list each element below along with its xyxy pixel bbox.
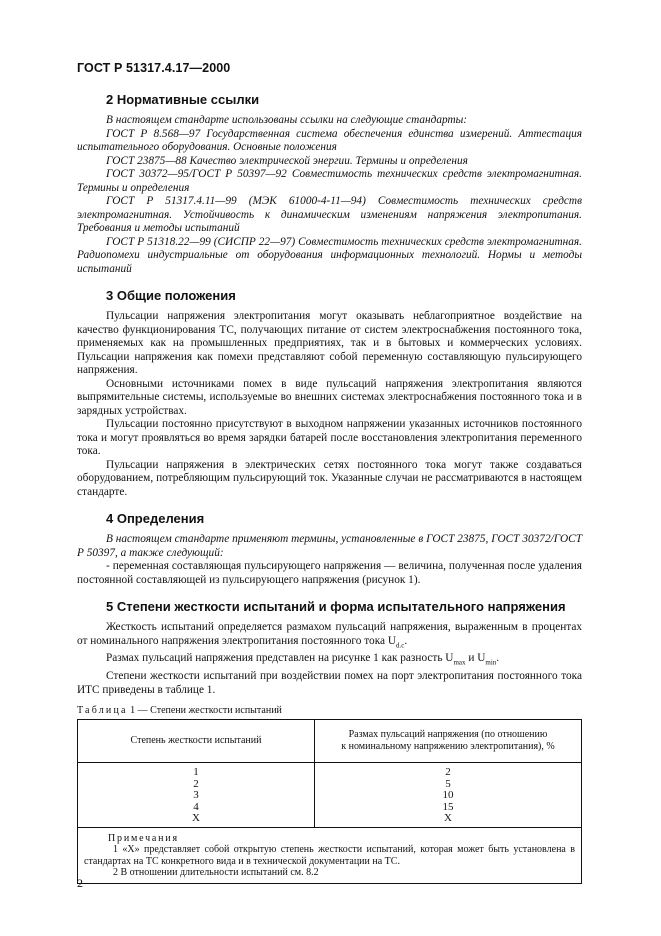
table-cell-value: 4 (193, 800, 199, 813)
table-caption-text: 1 — Степени жесткости испытаний (127, 705, 282, 716)
table-cell-value: 10 (442, 789, 454, 801)
section-2-title: 2 Нормативные ссылки (106, 92, 260, 107)
table-cell-value: X (192, 812, 200, 824)
paragraph: Пульсации напряжения электропитания могут оказывать неблагоприятное воздействие на качество функционирования ТС, получающих питание от систем электроснабжения постоянного тока, применяемых как на промышленных предприятиях, так и в бытовых и коммерческих условиях. Пульсации напряжения как помехи представляют собой переменную составляющую пульсирующего напряжения. (77, 310, 582, 376)
section-test-levels (77, 599, 582, 884)
table-cell-value: 15 (442, 800, 454, 813)
paragraph (77, 621, 582, 652)
table-data-row (78, 763, 582, 828)
text: . (404, 634, 408, 647)
section-5-title: 5 Степени жесткости испытаний и форма испытательного напряжения (106, 599, 566, 614)
column-header-line: Размах пульсаций напряжения (по отношению (348, 729, 548, 740)
section-2-intro: В настоящем стандарте использованы ссылки на следующие стандарты: (106, 114, 468, 126)
subscript: d.c (396, 640, 405, 649)
section-4-intro: В настоящем стандарте применяют термины, установленные в ГОСТ 23875, ГОСТ 30372/ГОСТ Р 50397, а также следующий: (77, 533, 582, 559)
section-general-provisions (77, 288, 582, 499)
ripple-cell (315, 763, 582, 828)
section-3-title: 3 Общие положения (106, 288, 236, 303)
subscript: max (453, 658, 466, 667)
table-cell-value: 5 (445, 777, 451, 790)
text: . (496, 652, 500, 665)
text: Размах пульсаций напряжения представлен на рисунке 1 как разность U (106, 652, 454, 665)
column-header (315, 720, 582, 763)
notes-title: Примечания (108, 832, 179, 844)
text: Жесткость испытаний определяется размахом пульсаций напряжения, выраженным в процентах от номинального напряжения электропитания постоянного тока U (77, 621, 582, 647)
table-caption (77, 705, 582, 716)
reference-item: ГОСТ Р 51317.4.11—99 (МЭК 61000-4-11—94) Совместимость технических средств электромагнитная. Устойчивость к динамическим изменениям напряжения электропитания. Требования и методы испытаний (77, 195, 582, 234)
paragraph (77, 652, 582, 670)
reference-item: ГОСТ Р 51318.22—99 (СИСПР 22—97) Совместимость технических средств электромагнитная. Радиопомехи индустриальные от оборудования информационных технологий. Нормы и методы испытаний (77, 235, 582, 275)
subscript: min (485, 658, 497, 667)
table-notes (78, 827, 582, 883)
content-body (77, 92, 582, 884)
paragraph: Основными источниками помех в виде пульсаций напряжения электропитания являются выпрямительные системы, используемые во внешних системах электроснабжения постоянного тока и в зарядных устройствах. (77, 377, 582, 417)
table-cell-value: 2 (193, 777, 199, 790)
section-4-title: 4 Определения (106, 511, 205, 526)
definition-item: - переменная составляющая пульсирующего напряжения — величина, полученная после удаления постоянной составляющей из пульсирующего напряжения (рисунок 1). (77, 560, 582, 586)
section-normative-references (77, 92, 582, 276)
test-levels-table (77, 719, 582, 884)
table-cell-value: X (444, 812, 452, 824)
section-definitions (77, 511, 582, 587)
text: и U (465, 652, 486, 665)
page-number: 2 (77, 876, 83, 890)
note-item: 2 В отношении длительности испытаний см. 8.2 (113, 867, 319, 878)
paragraph: Пульсации постоянно присутствуют в выходном напряжении указанных источников постоянного тока и могут проявляться во время зарядки батарей после восстановления электропитания переменного тока. (77, 418, 582, 457)
note-item: 1 «X» представляет собой открытую степень жесткости испытаний, которая может быть установлена в стандартах на ТС конкретного вида и в технической документации на ТС. (84, 844, 575, 867)
column-header: Степень жесткости испытаний (78, 720, 315, 763)
table-caption-word: Таблица (77, 705, 128, 716)
paragraph: Пульсации напряжения в электрических сетях постоянного тока могут также создаваться оборудованием, потребляющим пульсирующий ток. Указанные случаи не рассматриваются в настоящем стандарте. (77, 458, 582, 498)
reference-item: ГОСТ 23875—88 Качество электрической энергии. Термины и определения (106, 154, 468, 167)
paragraph: Степени жесткости испытаний при воздействии помех на порт электропитания постоянного тока ИТС приведены в таблице 1. (77, 670, 582, 696)
levels-cell (78, 763, 315, 828)
table-header-row (78, 720, 582, 763)
column-header-line: к номинальному напряжению электропитания), % (341, 741, 555, 752)
reference-item: ГОСТ Р 8.568—97 Государственная система обеспечения единства измерений. Аттестация испытательного оборудования. Основные положения (77, 127, 582, 153)
table-notes-row (78, 827, 582, 883)
reference-item: ГОСТ 30372—95/ГОСТ Р 50397—92 Совместимость технических средств электромагнитная. Термины и определения (77, 168, 582, 194)
table-cell-value: 1 (193, 766, 199, 778)
table-cell-value: 3 (193, 789, 199, 801)
document-id-header: ГОСТ Р 51317.4.17—2000 (77, 61, 231, 75)
table-cell-value: 2 (445, 766, 451, 778)
